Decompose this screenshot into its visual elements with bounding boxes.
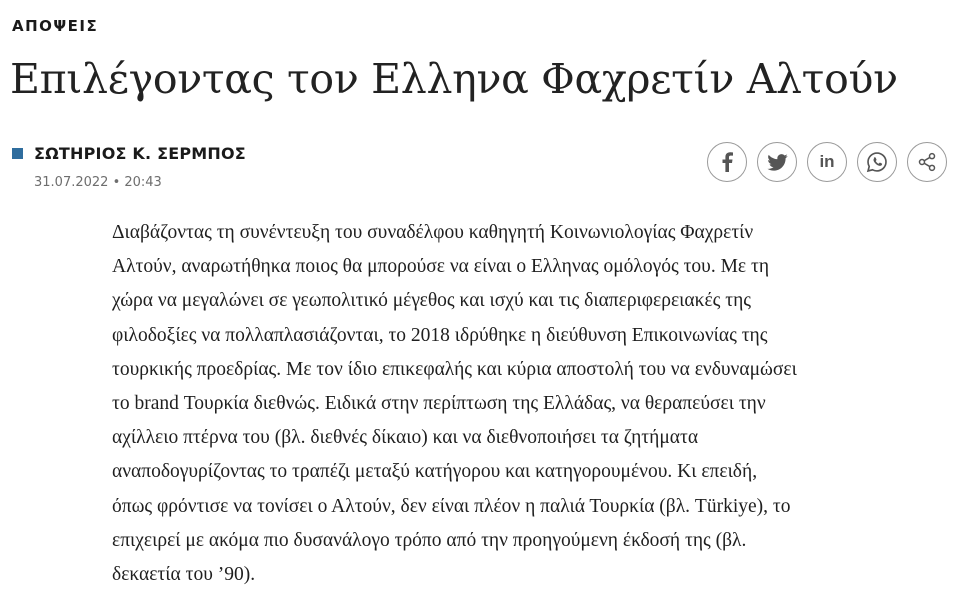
article-line: χώρα να μεγαλώνει σε γεωπολιτικό μέγεθος και ισχύ και τις διαπεριφερειακές της [112, 290, 751, 312]
author-marker [12, 148, 23, 159]
author-name[interactable]: ΣΩΤΗΡΙΟΣ Κ. ΣΕΡΜΠΟΣ [34, 144, 246, 163]
facebook-icon [721, 152, 733, 172]
facebook-share-button[interactable] [707, 142, 747, 182]
twitter-icon [767, 154, 788, 171]
whatsapp-share-button[interactable] [857, 142, 897, 182]
publish-timestamp: 31.07.2022 • 20:43 [34, 175, 162, 190]
article-line: φιλοδοξίες να πολλαπλασιάζονται, το 2018 ιδρύθηκε η διεύθυνση Επικοινωνίας της [112, 324, 768, 346]
article-line: αναποδογυρίζοντας το τραπέζι μεταξύ κατήγορου και κατηγορουμένου. Κι επειδή, [112, 461, 758, 483]
article-line: αχίλλειο πτέρνα του (βλ. διεθνές δίκαιο) και να διεθνοποιήσει τα ζητήματα [112, 427, 699, 449]
section-label[interactable]: ΑΠΟΨΕΙΣ [12, 17, 99, 35]
article-line: όπως φρόντισε να τονίσει ο Αλτούν, δεν είναι πλέον η παλιά Τουρκία (βλ. Türkiye), το [112, 495, 791, 517]
article-line: το brand Τουρκία διεθνώς. Ειδικά στην περίπτωση της Ελλάδας, να θεραπεύσει την [112, 393, 766, 415]
article-line: τουρκικής προεδρίας. Με τον ίδιο επικεφαλής και κύρια αποστολή του να ενδυναμώσει [112, 358, 797, 380]
share-icon [917, 152, 937, 172]
twitter-share-button[interactable] [757, 142, 797, 182]
article-body [112, 216, 952, 592]
article-line: επιχειρεί με ακόμα πιο δυσανάλογο τρόπο από την προηγούμενη έκδοσή της (βλ. [112, 529, 747, 551]
share-button[interactable] [907, 142, 947, 182]
share-buttons [707, 142, 947, 182]
article-line: Αλτούν, αναρωτήθηκα ποιος θα μπορούσε να είναι ο Ελληνας ομόλογός του. Με τη [112, 256, 770, 278]
linkedin-icon: in [819, 152, 835, 171]
article-line: Διαβάζοντας τη συνέντευξη του συναδέλφου καθηγητή Κοινωνιολογίας Φαχρετίν [112, 222, 754, 243]
article-headline: Επιλέγοντας τον Ελληνα Φαχρετίν Αλτούν [10, 55, 898, 103]
whatsapp-icon [866, 151, 888, 173]
author-row [12, 144, 246, 163]
linkedin-share-button[interactable] [807, 142, 847, 182]
article-line: δεκαετία του ’90). [112, 564, 256, 586]
